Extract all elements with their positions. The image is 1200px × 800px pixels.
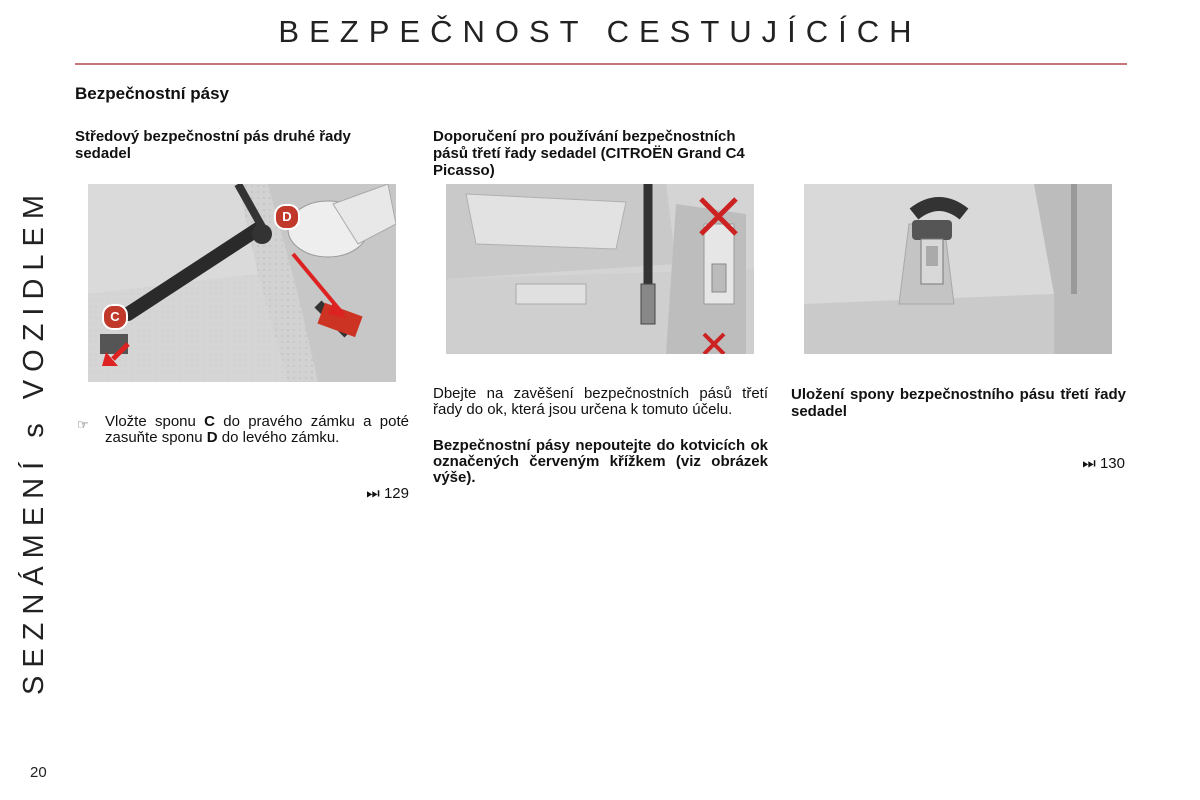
photo-middle-belt xyxy=(88,184,396,382)
photo-buckle-storage xyxy=(804,184,1112,354)
skip-forward-icon: ⏭ xyxy=(366,485,380,502)
page-number: 20 xyxy=(30,764,47,781)
col2-warning: Bezpečnostní pásy nepoutejte do kotvicích ok označených červeným křížkem (viz obrázek výše). xyxy=(433,437,768,486)
page-title: BEZPEČNOST CESTUJÍCÍCH xyxy=(278,14,922,49)
marker-d-label: D xyxy=(274,204,300,230)
header-divider xyxy=(75,63,1127,65)
chapter-side-label: SEZNÁMENÍ s VOZIDLEM xyxy=(18,186,50,695)
col3-page-reference[interactable]: ⏭ 130 xyxy=(1082,455,1125,472)
marker-c-label: C xyxy=(102,304,128,330)
col1-heading: Středový bezpečnostní pás druhé řady sedadel xyxy=(75,128,351,162)
col3-heading: Uložení spony bezpečnostního pásu třetí řady sedadel xyxy=(791,386,1126,420)
col1-instruction: Vložte sponu C do pravého zámku a poté zasuňte sponu D do levého zámku. xyxy=(105,413,409,446)
photo-third-row-anchors xyxy=(446,184,754,354)
pointing-hand-icon: ☞ xyxy=(77,417,89,432)
section-title: Bezpečnostní pásy xyxy=(75,84,229,103)
col2-paragraph: Dbejte na zavěšení bezpečnostních pásů třetí řady do ok, která jsou určena k tomuto účelu. xyxy=(433,385,768,418)
skip-forward-icon: ⏭ xyxy=(1082,455,1096,472)
col2-heading: Doporučení pro používání bezpečnostních pásů třetí řady sedadel (CITROËN Grand C4 Picasso) xyxy=(433,128,745,179)
col1-page-reference[interactable]: ⏭ 129 xyxy=(366,485,409,502)
